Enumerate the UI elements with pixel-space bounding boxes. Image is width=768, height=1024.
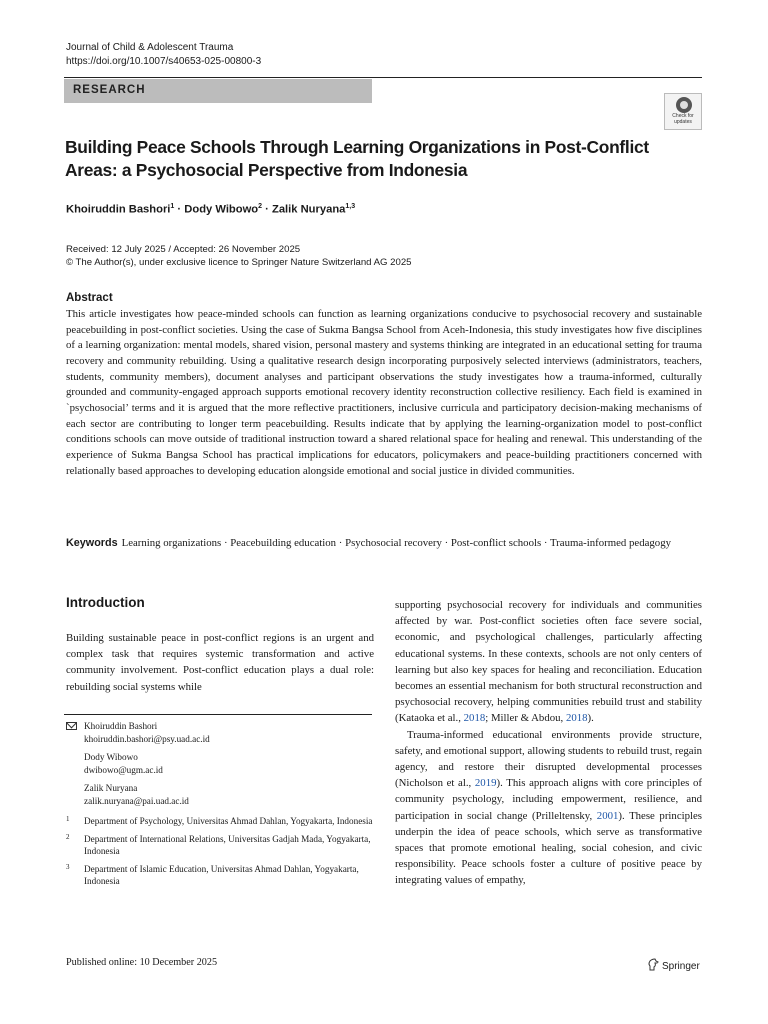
body-paragraph [395,597,702,727]
section-label: RESEARCH [64,79,372,103]
footnotes [66,720,374,893]
keywords [66,535,702,552]
contact-entry [66,782,374,807]
author-affiliation-ref: 1 [170,203,175,210]
article-title: Building Peace Schools Through Learning Organizations in Post-Conflict Areas: a Psychosocial Perspective from Indonesia [65,137,649,180]
publisher-logo [647,958,700,972]
affiliation-entry [66,815,374,828]
envelope-icon [66,722,77,730]
footnote-rule [64,714,372,715]
author-name[interactable]: Zalik Nuryana [272,203,346,216]
article-dates [66,243,412,269]
paragraph-text: supporting psychosocial recovery for individuals and communities affected by war. Post-conflict societies often face severe social, economic, and psychological challenges, particularly affecting educational systems. In these contexts, schools are not only centers of learning but also key spaces for healing and reconciliation. Education becomes an essential mechanism for both structural reconstruction and psychosocial recovery, helping communities rebuild trust and stability (Kataoka et al., [395,599,702,725]
citation-link[interactable]: 2018 [565,712,588,725]
author-name[interactable]: Dody Wibowo [184,203,259,216]
paragraph-text: Trauma-informed educational environments provide structure, safety, and emotional support, allowing students to rebuild trust, regain agency, and restore their disrupted developmental processes (Nicholson et al., [395,728,702,790]
paragraph-text: ). This approach aligns with core principles of community psychology, including empowerment, resilience, and participation in social change (Prilleltensky, [395,777,703,822]
published-date: Published online: 10 December 2025 [66,957,218,968]
keywords-label: Keywords [66,537,118,549]
badge-line1: Check for [672,113,694,119]
publisher-name: Springer [662,961,700,972]
check-for-updates-badge[interactable] [664,93,702,130]
contact-email[interactable]: dwibowo@ugm.ac.id [84,764,163,775]
affiliation-entry [66,833,374,858]
journal-name: Journal of Child & Adolescent Trauma [66,42,234,53]
citation-link[interactable]: 2018 [463,712,486,725]
affiliation-number: 3 [66,862,70,871]
affiliation-number: 2 [66,832,70,841]
affiliation-number: 1 [66,815,70,823]
introduction-heading: Introduction [66,595,145,610]
springer-horse-icon [647,958,659,971]
introduction-left-paragraph: Building sustainable peace in post-conflict regions is an urgent and complex task that requires systemic transformation and active community involvement. Post-conflict education plays a dual role: rebuilding social systems while [66,632,374,693]
author-affiliation-ref: 1,3 [345,203,356,210]
contact-name: Dody Wibowo [84,752,138,762]
paragraph-text: ; Miller & Abdou, [485,712,566,725]
author-separator: · [174,203,185,216]
body-paragraph [395,727,702,889]
received-accepted: Received: 12 July 2025 / Accepted: 26 November 2025 [66,244,301,255]
doi-link[interactable]: https://doi.org/10.1007/s40653-025-00800-3 [66,56,262,67]
affiliation-text: Department of Islamic Education, Universitas Ahmad Dahlan, Yogyakarta, Indonesia [84,863,359,886]
abstract-heading: Abstract [66,292,113,304]
contact-entry [66,751,374,776]
contact-entry [66,720,374,745]
abstract-text: This article investigates how peace-minded schools can function as learning organizations conducive to psychosocial recovery and sustainable peacebuilding in post-conflict societies. Using the case of Sukma Bangsa School from Aceh-Indonesia, this study investigates how five disciplines of a learning organization: mental models, shared vision, personal mastery and systems thinking are integrated in an educational setting for trauma recovery and community rebuilding. Using a qualitative research design incorporating purposively selected interviews (administrators, teachers, students, community members), document analyses and participant observations the study investigates how a trauma-informed, culturally grounded and community-engaged approach supports emotional recovery identity reconstruction collective resiliency. Each field is examined in `psychosocial’ terms and it is argued that the more reflective practitioners, inclusive curricula and participatory decision-making mechanisms of each sector are contributing to longer term peacebuilding. Results indicate that by applying the learning-organization model to post-conflict conditions schools can move outside of traditional instruction toward a shared relational space for healing and renewal. This understanding of the experience of Sukma Bangsa School has practical implications for educators, policymakers and peace-building practitioners concerned with relationally based approaches to developing education alongside emotional and social justice in divided communities. [66,308,702,477]
contact-email[interactable]: khoiruddin.bashori@psy.uad.ac.id [84,733,210,744]
affiliation-text: Department of Psychology, Universitas Ahmad Dahlan, Yogyakarta, Indonesia [84,816,373,826]
citation-link[interactable]: 2001 [596,809,619,822]
author-separator: · [262,203,272,216]
paragraph-text: ). [587,712,594,725]
author-name[interactable]: Khoiruddin Bashori [66,203,171,216]
affiliation-text: Department of International Relations, Universitas Gadjah Mada, Yogyakarta, Indonesia [84,833,371,856]
contact-email[interactable]: zalik.nuryana@pai.uad.ac.id [84,795,189,806]
author-affiliation-ref: 2 [258,203,263,210]
contact-name: Zalik Nuryana [84,783,138,793]
header-rule [64,77,702,78]
contact-name: Khoiruddin Bashori [84,721,158,731]
author-list [66,203,355,216]
introduction-right-column [395,597,702,889]
keywords-list: Learning organizations · Peacebuilding education · Psychosocial recovery · Post-conflict schools · Trauma-informed pedagogy [121,537,672,549]
affiliation-entry [66,863,374,888]
copyright-line: © The Author(s), under exclusive licence to Springer Nature Switzerland AG 2025 [66,257,412,268]
badge-line2: updates [674,118,692,125]
journal-header [66,41,261,69]
check-updates-icon [676,97,692,113]
paragraph-text: ). These principles underpin the idea of peace schools, which serve as transformative spaces that promote emotional healing, social cohesion, and civic responsibility. Peace schools foster a culture of positive peace by integrating values of empathy, [395,809,703,887]
citation-link[interactable]: 2019 [474,777,497,790]
